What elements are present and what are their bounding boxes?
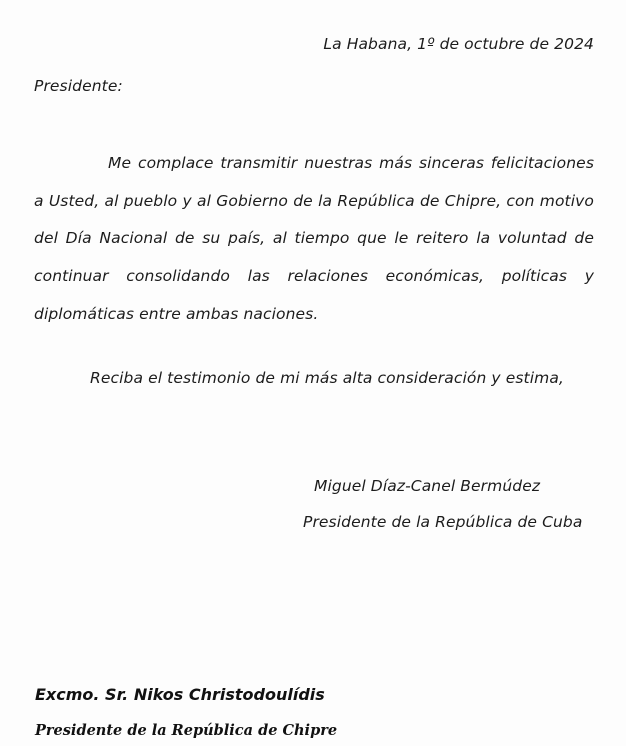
addressee-title: Presidente de la República de Chipre bbox=[35, 722, 338, 739]
letter-body: Me complace transmitir nuestras más sinceras felicitaciones a Usted, al pueblo y al Gobierno de la República de Chipre, con motivo del Día Nacional de su país, al tiempo que le reitero la voluntad de continuar consolidando las relaciones económicas, políticas y diplomáticas entre ambas naciones. bbox=[34, 154, 594, 323]
signature-name: Miguel Díaz-Canel Bermúdez bbox=[314, 477, 541, 495]
letter-date: La Habana, 1º de octubre de 2024 bbox=[323, 35, 594, 53]
letter-closing: Reciba el testimonio de mi más alta consideración y estima, bbox=[90, 369, 564, 387]
addressee-name: Excmo. Sr. Nikos Christodoulídis bbox=[35, 685, 325, 704]
signature-title: Presidente de la República de Cuba bbox=[303, 513, 583, 531]
letter-salutation: Presidente: bbox=[34, 77, 123, 95]
